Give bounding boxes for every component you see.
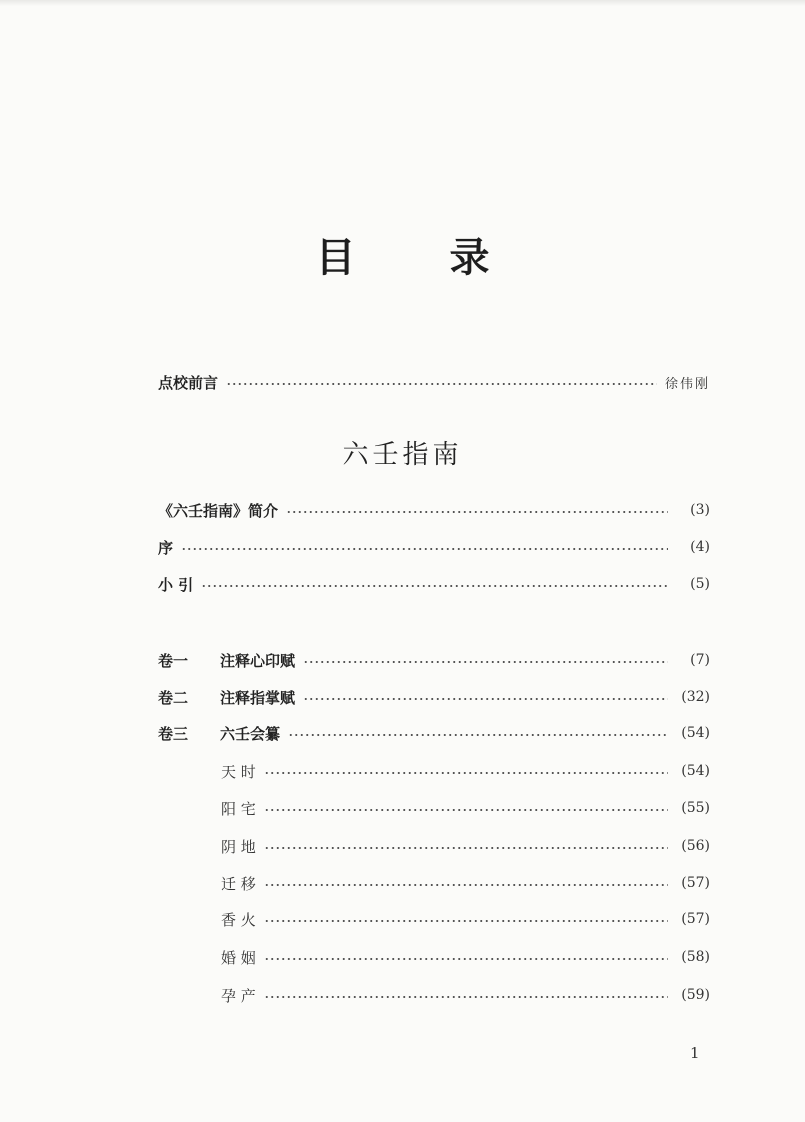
toc-volume-number: 卷一 — [158, 651, 189, 670]
toc-sub-entry[interactable] — [221, 871, 710, 895]
toc-entry-label: 点校前言 — [158, 373, 219, 392]
toc-entry-label: 孕 产 — [221, 986, 256, 1005]
toc-entry-label: 六壬会纂 — [220, 724, 281, 743]
page-number: 1 — [690, 1044, 700, 1062]
toc-volume-number: 卷三 — [158, 724, 189, 743]
toc-page-ref: (5) — [690, 576, 710, 592]
dot-leader — [264, 847, 668, 849]
toc-entry-preface[interactable] — [158, 370, 710, 394]
toc-page-ref: (54) — [681, 763, 710, 779]
toc-entry-label: 序 — [158, 538, 174, 557]
toc-entry[interactable] — [158, 535, 710, 559]
toc-volume-entry[interactable] — [158, 685, 710, 709]
page-edge — [0, 0, 805, 6]
toc-page-ref: (7) — [690, 652, 710, 668]
toc-page-ref: (55) — [681, 800, 710, 816]
toc-entry-label: 阳 宅 — [221, 799, 256, 818]
dot-leader — [264, 809, 668, 811]
dot-leader — [303, 698, 668, 700]
toc-entry[interactable] — [158, 572, 710, 596]
toc-page-ref: (4) — [690, 539, 710, 555]
dot-leader — [264, 920, 668, 922]
toc-entry-label: 天 时 — [221, 762, 256, 781]
dot-leader — [264, 996, 668, 998]
toc-page-ref: (3) — [690, 502, 710, 518]
dot-leader — [264, 958, 668, 960]
section-title: 六壬指南 — [342, 440, 463, 470]
toc-sub-entry[interactable] — [221, 983, 710, 1007]
toc-volume-entry[interactable] — [158, 721, 710, 745]
dot-leader — [286, 511, 668, 513]
toc-entry-label: 婚 姻 — [221, 948, 256, 967]
toc-sub-entry[interactable] — [221, 907, 710, 931]
toc-sub-entry[interactable] — [221, 834, 710, 858]
dot-leader — [181, 548, 668, 550]
toc-sub-entry[interactable] — [221, 759, 710, 783]
dot-leader — [264, 884, 668, 886]
toc-entry-label: 注释心印赋 — [220, 651, 296, 670]
toc-page-ref: (56) — [681, 838, 710, 854]
toc-page-ref: (57) — [681, 911, 710, 927]
toc-entry-label: 迁 移 — [221, 874, 256, 893]
toc-sub-entry[interactable] — [221, 796, 710, 820]
toc-volume-number: 卷二 — [158, 688, 189, 707]
toc-entry-label: 阴 地 — [221, 837, 256, 856]
dot-leader — [303, 661, 668, 663]
toc-page-ref: (32) — [681, 689, 710, 705]
toc-page-ref: (54) — [681, 725, 710, 741]
toc-entry-author: 徐伟刚 — [664, 376, 710, 392]
page-title: 目 录 — [315, 234, 530, 281]
toc-sub-entry[interactable] — [221, 945, 710, 969]
toc-entry-label: 香 火 — [221, 910, 256, 929]
toc-volume-entry[interactable] — [158, 648, 710, 672]
dot-leader — [226, 383, 657, 385]
dot-leader — [264, 772, 668, 774]
toc-entry-label: 注释指掌赋 — [220, 688, 296, 707]
toc-entry-label: 小 引 — [158, 575, 194, 594]
toc-page-ref: (59) — [681, 987, 710, 1003]
dot-leader — [288, 734, 668, 736]
toc-page-ref: (58) — [681, 949, 710, 965]
toc-page-ref: (57) — [681, 875, 710, 891]
toc-entry-label: 《六壬指南》简介 — [158, 501, 279, 520]
toc-entry[interactable] — [158, 498, 710, 522]
dot-leader — [201, 585, 668, 587]
